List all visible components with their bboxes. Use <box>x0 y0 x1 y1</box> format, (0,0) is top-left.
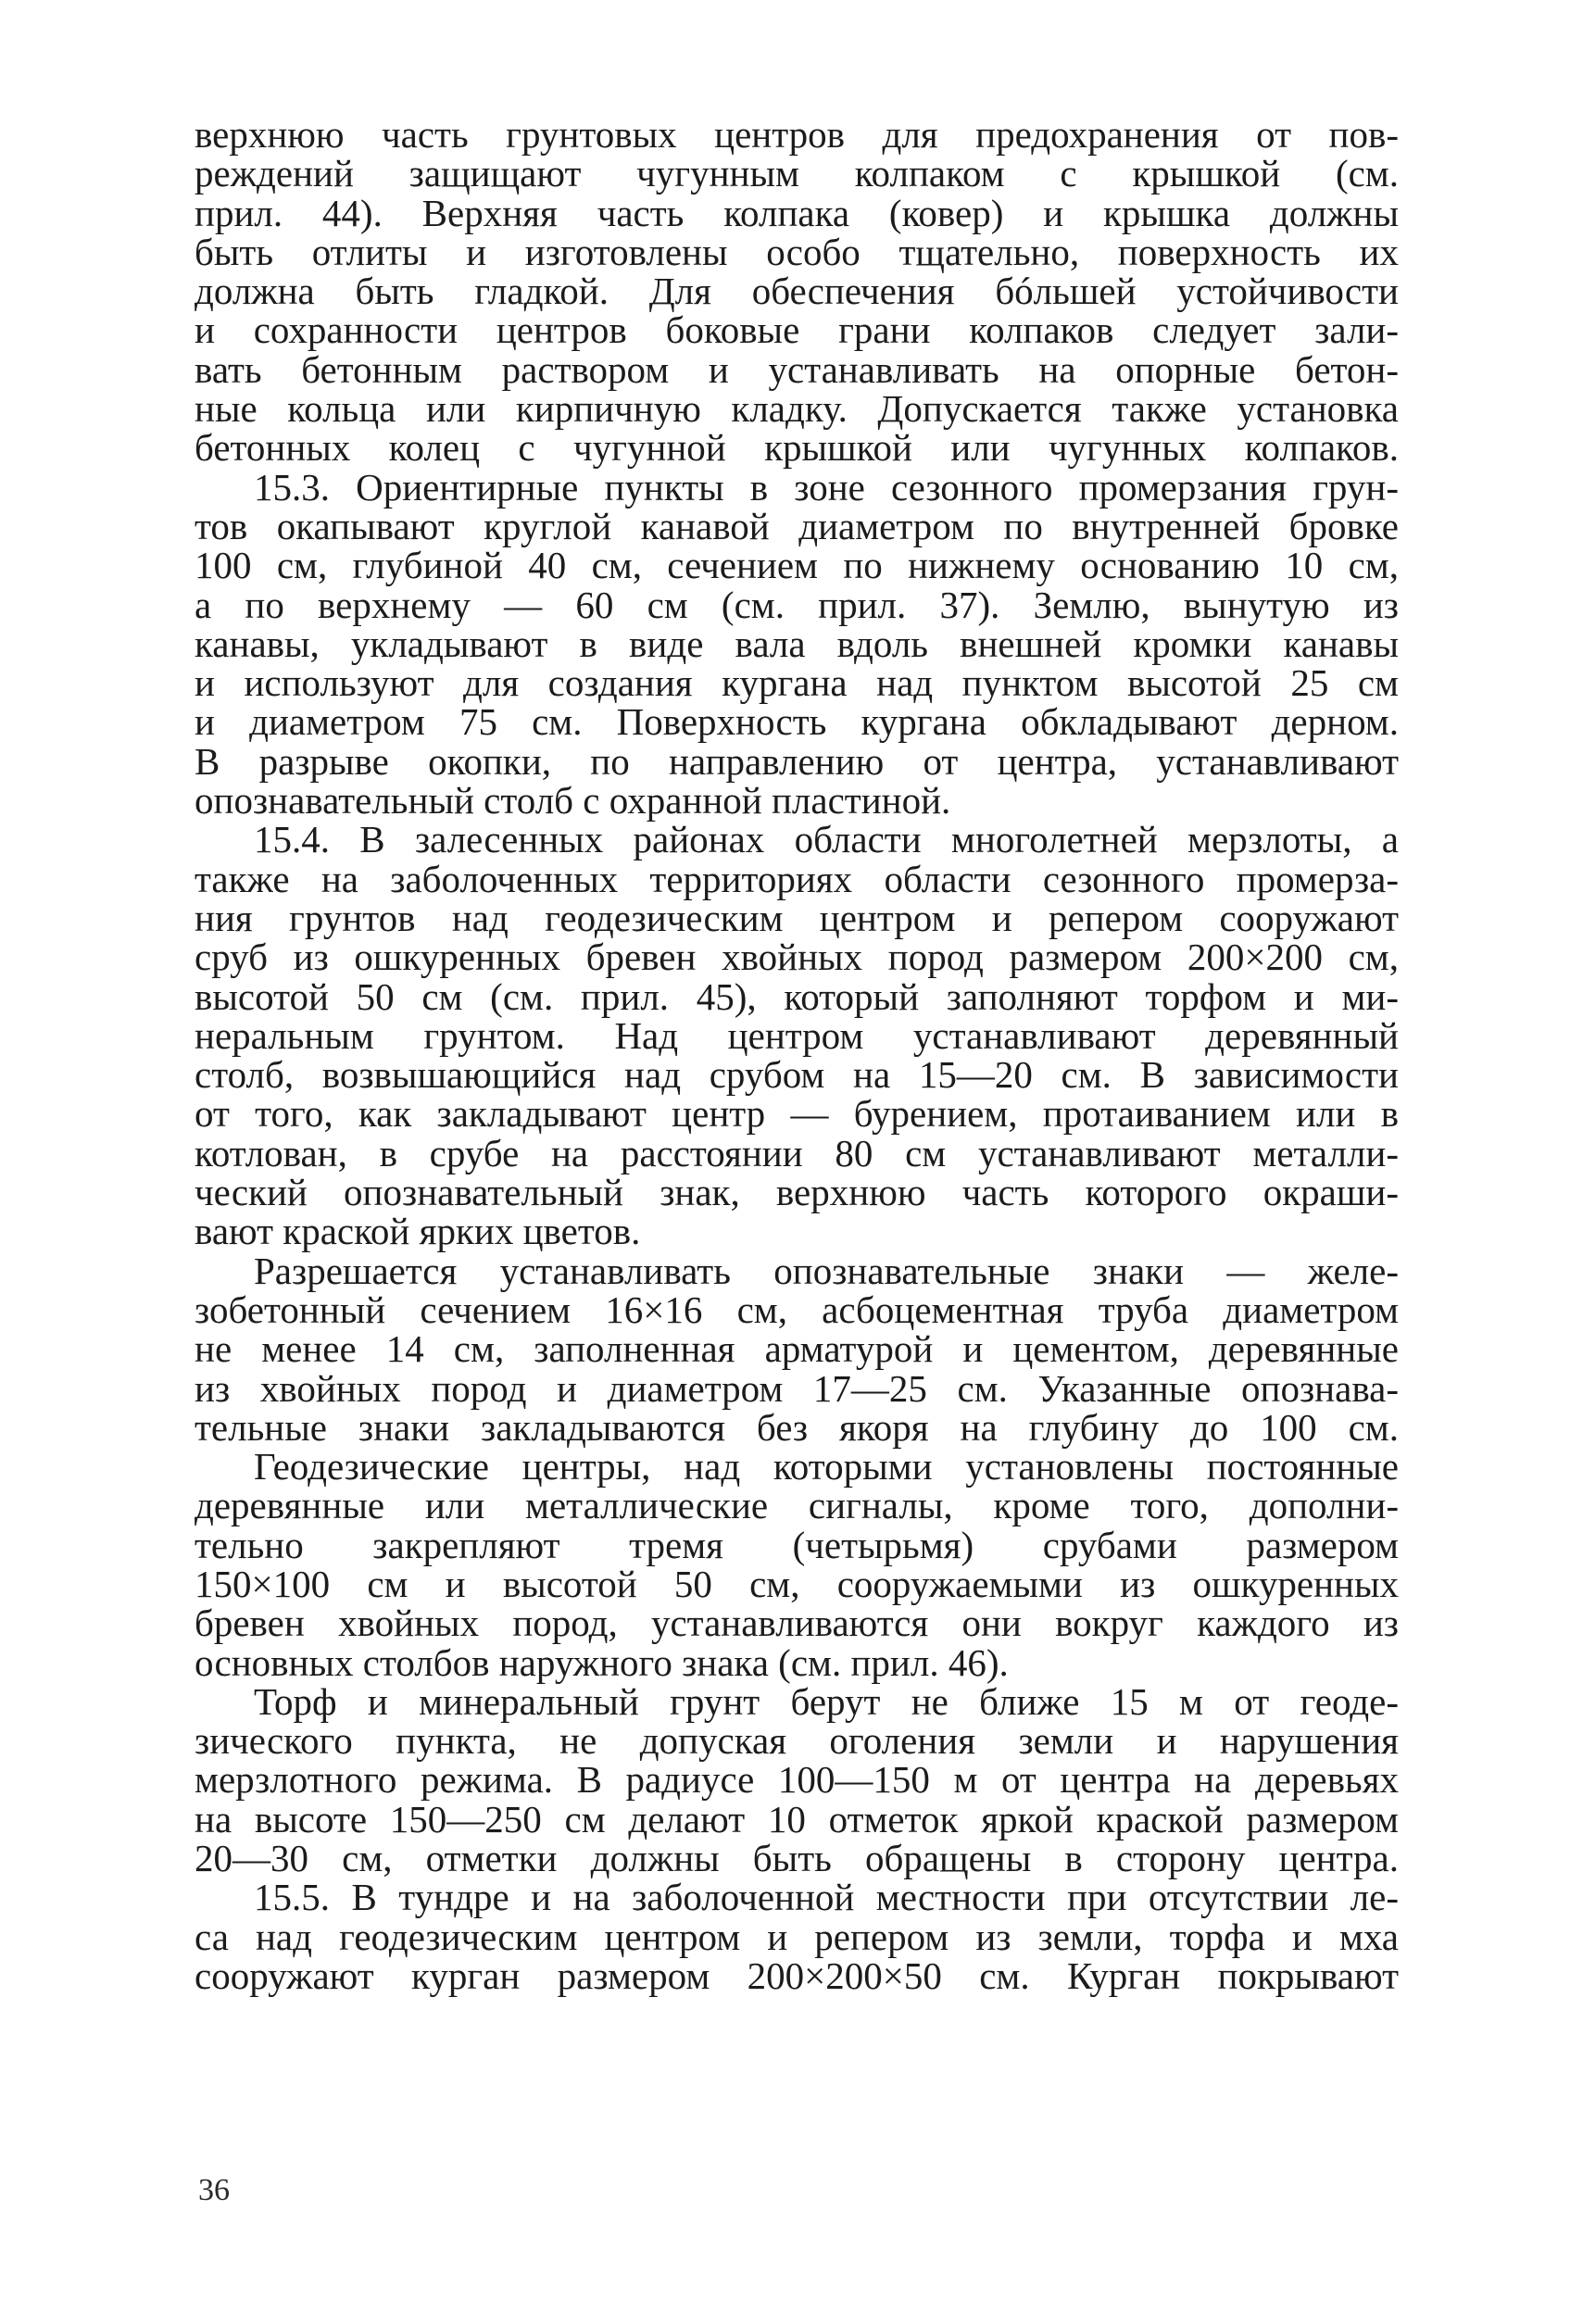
text-line: реждений защищают чугунным колпаком с крышкой (см. <box>195 152 1399 195</box>
text-line: и используют для создания кургана над пунктом высотой 25 см <box>195 661 1399 705</box>
text-line: от того, как закладывают центр — бурением, протаиванием или в <box>195 1092 1399 1136</box>
text-line: неральным грунтом. Над центром устанавливают деревянный <box>195 1013 1399 1057</box>
text-line: тов окапывают круглой канавой диаметром по внутренней бровке <box>195 504 1399 547</box>
text-line: ные кольца или кирпичную кладку. Допускается также установка <box>195 387 1399 431</box>
text-line: зического пункта, не допуская оголения земли и нарушения <box>195 1719 1399 1763</box>
text-line: и сохранности центров боковые грани колпаков следует зали- <box>195 308 1399 352</box>
text-line: также на заболоченных территориях области сезонного промерза- <box>195 857 1399 900</box>
section-15-3-start: 15.3. Ориентирные пункты в зоне сезонного промерзания грун- <box>254 465 1399 509</box>
text-line: 150×100 см и высотой 50 см, сооружаемыми из ошкуренных <box>195 1562 1399 1605</box>
text-line: котлован, в срубе на расстоянии 80 см устанавливают металли- <box>195 1131 1399 1175</box>
section-15-4-start: 15.4. В залесенных районах области многолетней мерзлоты, а <box>254 818 1399 861</box>
text-line: должна быть гладкой. Для обеспечения бóльшей устойчивости <box>195 270 1399 313</box>
section-15-5-start: 15.5. В тундре и на заболоченной местности при отсутствии ле- <box>254 1876 1399 1919</box>
text-line: вать бетонным раствором и устанавливать на опорные бетон- <box>195 347 1399 391</box>
text-line: мерзлотного режима. В радиусе 100—150 м от центра на деревьях <box>195 1758 1399 1802</box>
text-line: и диаметром 75 см. Поверхность кургана обкладывают дерном. <box>195 700 1399 744</box>
text-line: тельно закрепляют тремя (четырьмя) срубами размером <box>195 1523 1399 1566</box>
text-line: В разрыве окопки, по направлению от центра, устанавливают <box>195 739 1399 783</box>
text-line: 100 см, глубиной 40 см, сечением по нижнему основанию 10 см, <box>195 544 1399 587</box>
text-line: сруб из ошкуренных бревен хвойных пород размером 200×200 см, <box>195 936 1399 979</box>
text-line: 20—30 см, отметки должны быть обращены в сторону центра. <box>195 1837 1399 1880</box>
text-line: са над геодезическим центром и репером из земли, торфа и мха <box>195 1915 1399 1958</box>
text-line: высотой 50 см (см. прил. 45), который заполняют торфом и ми- <box>195 974 1399 1018</box>
page-number: 36 <box>198 2173 230 2207</box>
text-line: опознавательный столб с охранной пластиной. <box>195 779 951 823</box>
text-line: основных столбов наружного знака (см. прил. 46). <box>195 1640 1009 1684</box>
text-line: зобетонный сечением 16×16 см, асбоцементная труба диаметром <box>195 1288 1399 1331</box>
text-line: тельные знаки закладываются без якоря на глубину до 100 см. <box>195 1405 1399 1449</box>
text-line: столб, возвышающийся над срубом на 15—20 см. В зависимости <box>195 1053 1399 1097</box>
text-line: ния грунтов над геодезическим центром и репером сооружают <box>195 896 1399 939</box>
text-line: не менее 14 см, заполненная арматурой и цементом, деревянные <box>195 1327 1399 1371</box>
text-line: сооружают курган размером 200×200×50 см. Курган покрывают <box>195 1953 1399 1997</box>
text-line: на высоте 150—250 см делают 10 отметок яркой краской размером <box>195 1797 1399 1840</box>
text-line: деревянные или металлические сигналы, кроме того, дополни- <box>195 1484 1399 1527</box>
text-line: ческий опознавательный знак, верхнюю часть которого окраши- <box>195 1171 1399 1214</box>
paragraph-start: Торф и минеральный грунт берут не ближе 15 м от геоде- <box>254 1679 1399 1723</box>
text-line: бревен хвойных пород, устанавливаются они вокруг каждого из <box>195 1602 1399 1645</box>
text-line: из хвойных пород и диаметром 17—25 см. Указанные опознава- <box>195 1366 1399 1410</box>
text-line: прил. 44). Верхняя часть колпака (ковер) и крышка должны <box>195 191 1399 234</box>
paragraph-start: Разрешается устанавливать опознавательные знаки — желе- <box>254 1249 1399 1292</box>
text-line: верхнюю часть грунтовых центров для предохранения от пов- <box>195 113 1399 156</box>
text-line: вают краской ярких цветов. <box>195 1210 641 1253</box>
text-line: канавы, укладывают в виде вала вдоль внешней кромки канавы <box>195 622 1399 665</box>
body-text <box>195 115 1399 1995</box>
text-line: бетонных колец с чугунной крышкой или чугунных колпаков. <box>195 426 1399 470</box>
text-line: а по верхнему — 60 см (см. прил. 37). Землю, вынутую из <box>195 583 1399 626</box>
paragraph-start: Геодезические центры, над которыми установлены постоянные <box>254 1445 1399 1489</box>
text-line: быть отлиты и изготовлены особо тщательно, поверхность их <box>195 230 1399 273</box>
